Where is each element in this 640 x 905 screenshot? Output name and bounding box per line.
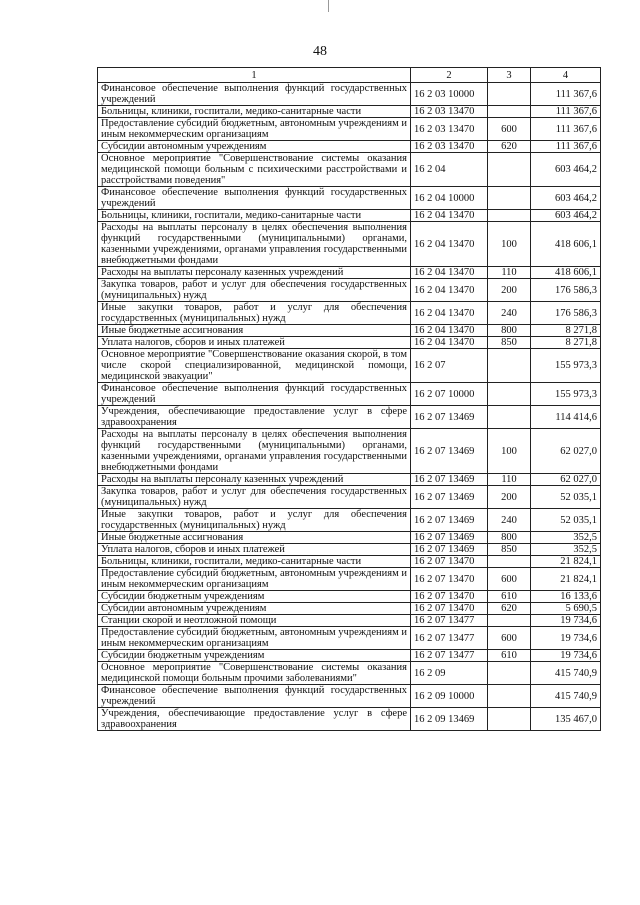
row-code-cell: 16 2 07 13469 — [411, 486, 488, 509]
row-code-cell: 16 2 07 13477 — [411, 615, 488, 627]
row-name-cell: Уплата налогов, сборов и иных платежей — [98, 337, 411, 349]
row-type-cell — [488, 106, 531, 118]
table-row — [98, 83, 601, 106]
row-code-cell: 16 2 07 13477 — [411, 627, 488, 650]
row-sum-cell: 603 464,2 — [531, 210, 601, 222]
row-code-cell: 16 2 04 13470 — [411, 325, 488, 337]
row-name-cell: Уплата налогов, сборов и иных платежей — [98, 544, 411, 556]
row-sum-cell: 62 027,0 — [531, 429, 601, 474]
row-name-cell: Субсидии бюджетным учреждениям — [98, 650, 411, 662]
row-code-cell: 16 2 04 13470 — [411, 337, 488, 349]
table-row — [98, 509, 601, 532]
row-name-cell: Закупка товаров, работ и услуг для обеспечения государственных (муниципальных) нужд — [98, 279, 411, 302]
row-sum-cell: 111 367,6 — [531, 141, 601, 153]
table-row — [98, 532, 601, 544]
row-sum-cell: 111 367,6 — [531, 83, 601, 106]
row-type-cell: 850 — [488, 337, 531, 349]
row-type-cell — [488, 556, 531, 568]
row-sum-cell: 114 414,6 — [531, 406, 601, 429]
row-code-cell: 16 2 07 13469 — [411, 406, 488, 429]
row-code-cell: 16 2 04 13470 — [411, 302, 488, 325]
row-sum-cell: 176 586,3 — [531, 279, 601, 302]
row-type-cell: 600 — [488, 627, 531, 650]
row-type-cell — [488, 383, 531, 406]
row-sum-cell: 62 027,0 — [531, 474, 601, 486]
row-code-cell: 16 2 07 13470 — [411, 568, 488, 591]
row-name-cell: Больницы, клиники, госпитали, медико-санитарные части — [98, 210, 411, 222]
table-row — [98, 474, 601, 486]
row-type-cell — [488, 83, 531, 106]
table-row — [98, 118, 601, 141]
row-sum-cell: 415 740,9 — [531, 685, 601, 708]
row-code-cell: 16 2 07 13469 — [411, 532, 488, 544]
row-code-cell: 16 2 07 13469 — [411, 509, 488, 532]
row-sum-cell: 52 035,1 — [531, 486, 601, 509]
row-sum-cell: 418 606,1 — [531, 267, 601, 279]
row-sum-cell: 415 740,9 — [531, 662, 601, 685]
row-name-cell: Финансовое обеспечение выполнения функций государственных учреждений — [98, 383, 411, 406]
row-name-cell: Иные закупки товаров, работ и услуг для обеспечения государственных (муниципальных) нужд — [98, 509, 411, 532]
row-code-cell: 16 2 03 10000 — [411, 83, 488, 106]
scan-artifact — [328, 0, 329, 12]
row-type-cell: 100 — [488, 222, 531, 267]
budget-table — [97, 67, 601, 731]
row-code-cell: 16 2 09 13469 — [411, 708, 488, 731]
table-row — [98, 187, 601, 210]
row-sum-cell: 603 464,2 — [531, 187, 601, 210]
table-header-row — [98, 68, 601, 83]
table-row — [98, 406, 601, 429]
row-code-cell: 16 2 04 13470 — [411, 210, 488, 222]
row-code-cell: 16 2 04 10000 — [411, 187, 488, 210]
table-row — [98, 627, 601, 650]
row-type-cell — [488, 685, 531, 708]
table-row — [98, 662, 601, 685]
row-type-cell — [488, 210, 531, 222]
row-type-cell: 620 — [488, 141, 531, 153]
row-name-cell: Субсидии автономным учреждениям — [98, 603, 411, 615]
row-name-cell: Финансовое обеспечение выполнения функций государственных учреждений — [98, 187, 411, 210]
row-name-cell: Расходы на выплаты персоналу казенных учреждений — [98, 474, 411, 486]
row-sum-cell: 176 586,3 — [531, 302, 601, 325]
row-name-cell: Иные закупки товаров, работ и услуг для обеспечения государственных (муниципальных) нужд — [98, 302, 411, 325]
row-type-cell: 110 — [488, 267, 531, 279]
row-type-cell: 200 — [488, 486, 531, 509]
row-code-cell: 16 2 07 13470 — [411, 591, 488, 603]
row-code-cell: 16 2 04 13470 — [411, 279, 488, 302]
row-code-cell: 16 2 03 13470 — [411, 118, 488, 141]
table-row — [98, 591, 601, 603]
column-header-sum: 4 — [531, 68, 601, 83]
table-row — [98, 153, 601, 187]
table-row — [98, 222, 601, 267]
row-sum-cell: 352,5 — [531, 544, 601, 556]
table-row — [98, 603, 601, 615]
row-sum-cell: 19 734,6 — [531, 615, 601, 627]
table-row — [98, 486, 601, 509]
table-row — [98, 615, 601, 627]
table-row — [98, 708, 601, 731]
row-name-cell: Иные бюджетные ассигнования — [98, 325, 411, 337]
row-type-cell: 610 — [488, 591, 531, 603]
row-type-cell — [488, 406, 531, 429]
row-type-cell: 620 — [488, 603, 531, 615]
row-sum-cell: 155 973,3 — [531, 383, 601, 406]
table-row — [98, 544, 601, 556]
row-type-cell — [488, 662, 531, 685]
row-code-cell: 16 2 07 13470 — [411, 603, 488, 615]
row-sum-cell: 111 367,6 — [531, 106, 601, 118]
row-type-cell — [488, 349, 531, 383]
row-type-cell: 240 — [488, 302, 531, 325]
table-row — [98, 279, 601, 302]
row-code-cell: 16 2 07 13470 — [411, 556, 488, 568]
row-name-cell: Закупка товаров, работ и услуг для обеспечения государственных (муниципальных) нужд — [98, 486, 411, 509]
row-name-cell: Предоставление субсидий бюджетным, автономным учреждениям и иным некоммерческим организациям — [98, 627, 411, 650]
row-name-cell: Больницы, клиники, госпитали, медико-санитарные части — [98, 106, 411, 118]
row-sum-cell: 19 734,6 — [531, 650, 601, 662]
row-sum-cell: 8 271,8 — [531, 325, 601, 337]
table-row — [98, 383, 601, 406]
row-code-cell: 16 2 04 13470 — [411, 222, 488, 267]
row-type-cell: 100 — [488, 429, 531, 474]
row-sum-cell: 21 824,1 — [531, 568, 601, 591]
row-sum-cell: 111 367,6 — [531, 118, 601, 141]
row-name-cell: Иные бюджетные ассигнования — [98, 532, 411, 544]
row-type-cell: 110 — [488, 474, 531, 486]
row-type-cell — [488, 153, 531, 187]
row-type-cell — [488, 708, 531, 731]
row-type-cell: 600 — [488, 568, 531, 591]
row-name-cell: Финансовое обеспечение выполнения функций государственных учреждений — [98, 83, 411, 106]
row-sum-cell: 21 824,1 — [531, 556, 601, 568]
table-row — [98, 302, 601, 325]
row-type-cell — [488, 615, 531, 627]
row-code-cell: 16 2 09 — [411, 662, 488, 685]
row-name-cell: Субсидии бюджетным учреждениям — [98, 591, 411, 603]
row-type-cell: 800 — [488, 325, 531, 337]
row-name-cell: Станции скорой и неотложной помощи — [98, 615, 411, 627]
row-code-cell: 16 2 04 — [411, 153, 488, 187]
row-type-cell: 600 — [488, 118, 531, 141]
row-name-cell: Учреждения, обеспечивающие предоставление услуг в сфере здравоохранения — [98, 708, 411, 731]
column-header-name: 1 — [98, 68, 411, 83]
row-sum-cell: 603 464,2 — [531, 153, 601, 187]
table-row — [98, 210, 601, 222]
row-sum-cell: 418 606,1 — [531, 222, 601, 267]
row-name-cell: Расходы на выплаты персоналу в целях обеспечения выполнения функций государственными (муниципальными) органами, казенными учреждениями, органами управления государственными внебюджетными фондами — [98, 222, 411, 267]
row-code-cell: 16 2 07 13469 — [411, 544, 488, 556]
row-name-cell: Учреждения, обеспечивающие предоставление услуг в сфере здравоохранения — [98, 406, 411, 429]
column-header-code: 2 — [411, 68, 488, 83]
table-row — [98, 337, 601, 349]
row-type-cell — [488, 187, 531, 210]
row-code-cell: 16 2 03 13470 — [411, 141, 488, 153]
table-row — [98, 568, 601, 591]
row-code-cell: 16 2 03 13470 — [411, 106, 488, 118]
row-sum-cell: 352,5 — [531, 532, 601, 544]
table-row — [98, 556, 601, 568]
row-code-cell: 16 2 09 10000 — [411, 685, 488, 708]
row-name-cell: Расходы на выплаты персоналу в целях обеспечения выполнения функций государственными (муниципальными) органами, казенными учреждениями, органами управления государственными внебюджетными фондами — [98, 429, 411, 474]
table-row — [98, 349, 601, 383]
row-code-cell: 16 2 07 — [411, 349, 488, 383]
row-type-cell: 240 — [488, 509, 531, 532]
row-name-cell: Основное мероприятие "Совершенствование оказания скорой, в том числе скорой специализированной, медицинской помощи, медицинской эвакуации" — [98, 349, 411, 383]
row-sum-cell: 8 271,8 — [531, 337, 601, 349]
row-sum-cell: 135 467,0 — [531, 708, 601, 731]
table-row — [98, 650, 601, 662]
row-name-cell: Больницы, клиники, госпитали, медико-санитарные части — [98, 556, 411, 568]
row-name-cell: Предоставление субсидий бюджетным, автономным учреждениям и иным некоммерческим организациям — [98, 118, 411, 141]
table-row — [98, 106, 601, 118]
page-number: 48 — [313, 44, 327, 59]
row-sum-cell: 16 133,6 — [531, 591, 601, 603]
row-type-cell: 800 — [488, 532, 531, 544]
row-sum-cell: 155 973,3 — [531, 349, 601, 383]
table-row — [98, 325, 601, 337]
row-name-cell: Основное мероприятие "Совершенствование системы оказания медицинской помощи больным прочими заболеваниями" — [98, 662, 411, 685]
row-code-cell: 16 2 04 13470 — [411, 267, 488, 279]
row-code-cell: 16 2 07 13477 — [411, 650, 488, 662]
row-name-cell: Финансовое обеспечение выполнения функций государственных учреждений — [98, 685, 411, 708]
row-code-cell: 16 2 07 13469 — [411, 429, 488, 474]
table-row — [98, 141, 601, 153]
row-sum-cell: 52 035,1 — [531, 509, 601, 532]
row-code-cell: 16 2 07 13469 — [411, 474, 488, 486]
row-name-cell: Субсидии автономным учреждениям — [98, 141, 411, 153]
row-name-cell: Предоставление субсидий бюджетным, автономным учреждениям и иным некоммерческим организациям — [98, 568, 411, 591]
row-type-cell: 610 — [488, 650, 531, 662]
row-type-cell: 850 — [488, 544, 531, 556]
row-sum-cell: 5 690,5 — [531, 603, 601, 615]
row-sum-cell: 19 734,6 — [531, 627, 601, 650]
table-row — [98, 685, 601, 708]
table-body — [98, 83, 601, 731]
row-name-cell: Расходы на выплаты персоналу казенных учреждений — [98, 267, 411, 279]
table-row — [98, 429, 601, 474]
row-code-cell: 16 2 07 10000 — [411, 383, 488, 406]
column-header-type: 3 — [488, 68, 531, 83]
table-row — [98, 267, 601, 279]
row-name-cell: Основное мероприятие "Совершенствование системы оказания медицинской помощи больным с психическими расстройствами и расстройствами поведения" — [98, 153, 411, 187]
row-type-cell: 200 — [488, 279, 531, 302]
